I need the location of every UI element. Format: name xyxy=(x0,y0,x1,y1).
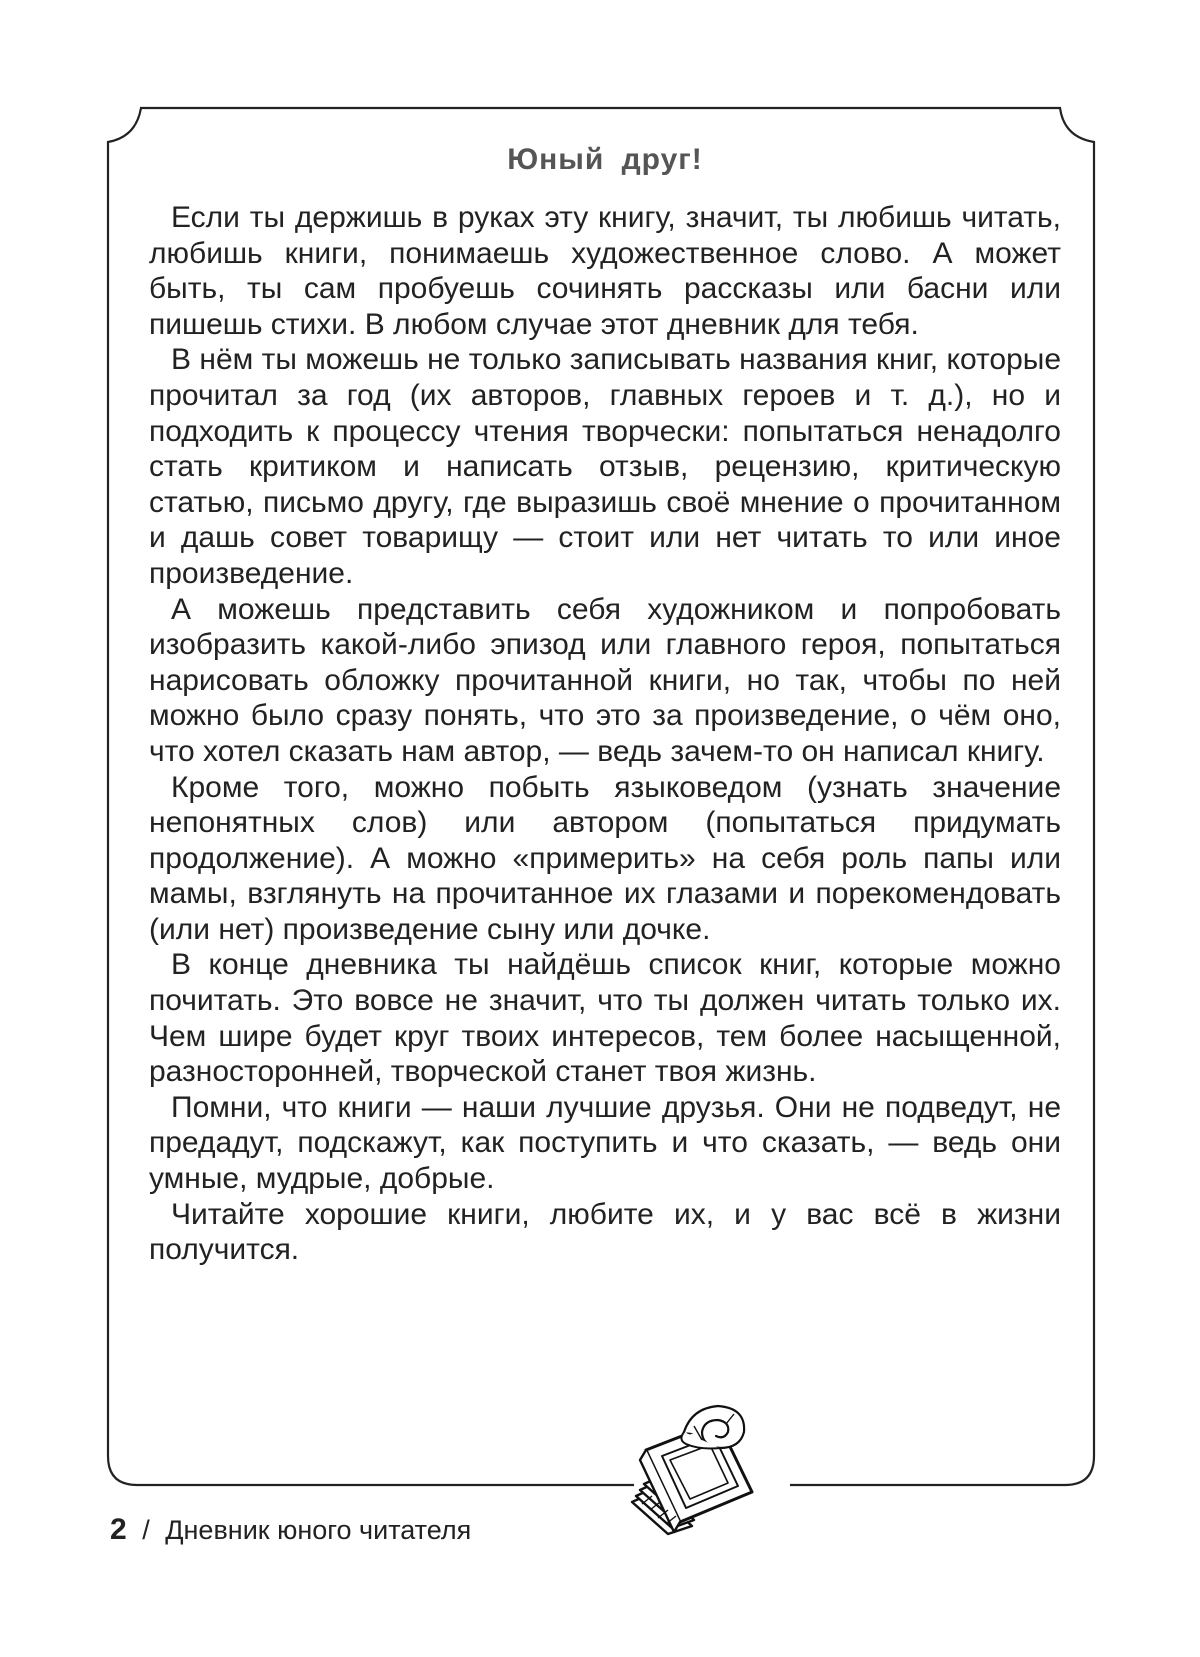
footer-separator: / xyxy=(142,1515,150,1545)
paragraph-3: А можешь представить себя художником и попробовать изобразить какой-либо эпизод или главного героя, попытаться нарисовать обложку прочитанной книги, но так, чтобы по ней можно было сразу понять, что это за произведение, о чём оно, что хотел сказать нам автор, — ведь зачем-то он написал книгу. xyxy=(149,592,1061,768)
paragraph-6: Помни, что книги — наши лучшие друзья. Они не подведут, не предадут, подскажут, как поступить и что сказать, — ведь они умные, мудрые, добрые. xyxy=(149,1090,1061,1196)
content-area xyxy=(149,142,1061,1268)
page-number: 2 xyxy=(110,1513,127,1546)
paragraph-5: В конце дневника ты найдёшь список книг, которые можно почитать. Это вовсе не значит, что ты должен читать только их. Чем шире будет круг твоих интересов, тем более насыщенной, разносторонней, творческой станет твоя жизнь. xyxy=(149,948,1061,1089)
page-heading: Юный друг! xyxy=(507,143,703,176)
paragraph-7: Читайте хорошие книги, любите их, и у вас всё в жизни получится. xyxy=(149,1197,1061,1267)
book-icon xyxy=(622,1400,772,1540)
paragraph-4: Кроме того, можно побыть языковедом (узнать значение непонятных слов) или автором (попытаться придумать продолжение). А можно «примерить» на себя роль папы или мамы, взглянуть на прочитанное их глазами и порекомендовать (или нет) произведение сыну или дочке. xyxy=(149,770,1061,946)
paragraph-1: Если ты держишь в руках эту книгу, значит, ты любишь читать, любишь книги, понимаешь художественное слово. А может быть, ты сам пробуешь сочинять рассказы или басни или пишешь стихи. В любом случае этот дневник для тебя. xyxy=(149,201,1061,341)
footer-title: Дневник юного читателя xyxy=(165,1515,472,1545)
page-footer xyxy=(110,1512,471,1548)
paragraph-2: В нём ты можешь не только записывать названия книг, которые прочитал за год (их авторов, главных героев и т. д.), но и подходить к процессу чтения творчески: попытаться ненадолго стать критиком и написать отзыв, рецензию, критическую статью, письмо другу, где выразишь своё мнение о прочитанном и дашь совет товарищу — стоит или нет читать то или иное произведение. xyxy=(149,343,1061,590)
